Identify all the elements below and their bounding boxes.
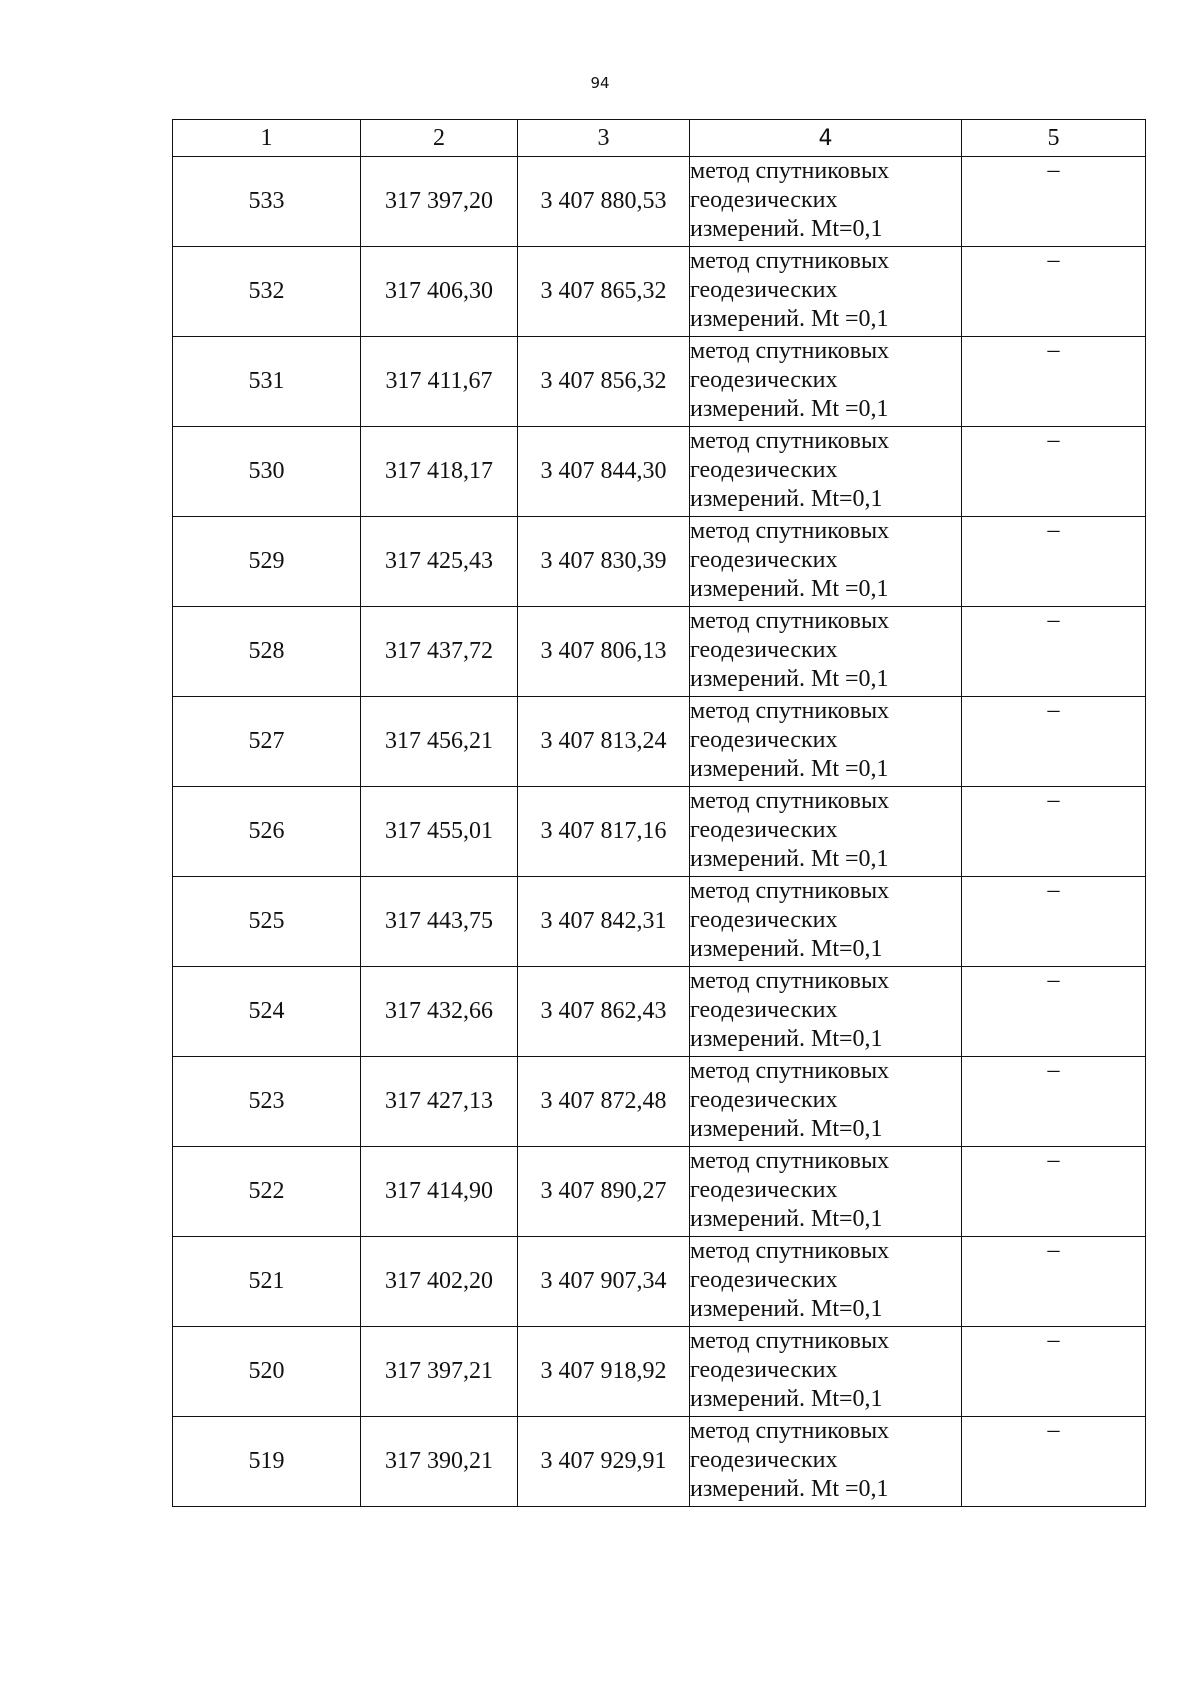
method-line-3: измерений. Mt =0,1 <box>690 666 889 692</box>
note-dash: – <box>962 877 1146 967</box>
table-row <box>173 157 1146 247</box>
method-line-2: геодезических <box>690 907 838 933</box>
note-dash: – <box>962 247 1146 337</box>
coordinate-x: 317 425,43 <box>361 517 518 607</box>
method-line-2: геодезических <box>690 1177 838 1203</box>
method-line-1: метод спутниковых <box>690 608 890 634</box>
coordinate-y: 3 407 865,32 <box>518 247 690 337</box>
method-line-3: измерений. Mt=0,1 <box>690 936 883 962</box>
coordinate-y: 3 407 817,16 <box>518 787 690 877</box>
method-line-1: метод спутниковых <box>690 1328 890 1354</box>
column-header-5: 5 <box>962 120 1146 157</box>
method-cell <box>690 247 962 337</box>
column-header-3: 3 <box>518 120 690 157</box>
method-line-3: измерений. Mt =0,1 <box>690 1476 889 1502</box>
point-number: 530 <box>173 427 361 517</box>
table-row <box>173 1237 1146 1327</box>
method-line-3: измерений. Mt=0,1 <box>690 486 883 512</box>
method-line-3: измерений. Mt=0,1 <box>690 1026 883 1052</box>
coordinate-x: 317 432,66 <box>361 967 518 1057</box>
note-dash: – <box>962 517 1146 607</box>
method-cell <box>690 427 962 517</box>
table-row <box>173 607 1146 697</box>
coordinate-x: 317 437,72 <box>361 607 518 697</box>
note-dash: – <box>962 1237 1146 1327</box>
point-number: 533 <box>173 157 361 247</box>
method-line-1: метод спутниковых <box>690 968 890 994</box>
method-line-3: измерений. Mt =0,1 <box>690 756 889 782</box>
point-number: 529 <box>173 517 361 607</box>
method-line-1: метод спутниковых <box>690 788 890 814</box>
coordinate-x: 317 411,67 <box>361 337 518 427</box>
point-number: 532 <box>173 247 361 337</box>
note-dash: – <box>962 787 1146 877</box>
coordinate-x: 317 455,01 <box>361 787 518 877</box>
coordinate-y: 3 407 929,91 <box>518 1417 690 1507</box>
coordinate-x: 317 443,75 <box>361 877 518 967</box>
method-line-2: геодезических <box>690 457 838 483</box>
note-dash: – <box>962 1327 1146 1417</box>
point-number: 525 <box>173 877 361 967</box>
method-line-2: геодезических <box>690 727 838 753</box>
table-row <box>173 1057 1146 1147</box>
method-cell <box>690 157 962 247</box>
coordinate-y: 3 407 880,53 <box>518 157 690 247</box>
point-number: 523 <box>173 1057 361 1147</box>
note-dash: – <box>962 427 1146 517</box>
method-line-2: геодезических <box>690 367 838 393</box>
coordinate-y: 3 407 844,30 <box>518 427 690 517</box>
method-cell <box>690 787 962 877</box>
coordinate-y: 3 407 872,48 <box>518 1057 690 1147</box>
method-cell <box>690 1147 962 1237</box>
method-line-3: измерений. Mt =0,1 <box>690 306 889 332</box>
method-line-3: измерений. Mt=0,1 <box>690 1206 883 1232</box>
table-row <box>173 877 1146 967</box>
table-body <box>173 157 1146 1507</box>
note-dash: – <box>962 1147 1146 1237</box>
table-row <box>173 427 1146 517</box>
column-header-2: 2 <box>361 120 518 157</box>
column-header-1: 1 <box>173 120 361 157</box>
coordinate-y: 3 407 830,39 <box>518 517 690 607</box>
method-line-1: метод спутниковых <box>690 1058 890 1084</box>
table-row <box>173 1417 1146 1507</box>
method-line-3: измерений. Mt =0,1 <box>690 846 889 872</box>
method-cell <box>690 1057 962 1147</box>
coordinate-y: 3 407 842,31 <box>518 877 690 967</box>
table-row <box>173 337 1146 427</box>
method-line-2: геодезических <box>690 1267 838 1293</box>
method-line-1: метод спутниковых <box>690 248 890 274</box>
method-line-2: геодезических <box>690 1087 838 1113</box>
method-line-3: измерений. Mt=0,1 <box>690 1386 883 1412</box>
method-line-1: метод спутниковых <box>690 698 890 724</box>
method-line-2: геодезических <box>690 1357 838 1383</box>
coordinate-x: 317 456,21 <box>361 697 518 787</box>
table-row <box>173 247 1146 337</box>
method-line-1: метод спутниковых <box>690 158 890 184</box>
method-cell <box>690 517 962 607</box>
method-line-1: метод спутниковых <box>690 518 890 544</box>
method-line-3: измерений. Mt =0,1 <box>690 396 889 422</box>
coordinate-y: 3 407 890,27 <box>518 1147 690 1237</box>
coordinate-y: 3 407 862,43 <box>518 967 690 1057</box>
method-cell <box>690 1327 962 1417</box>
coordinate-y: 3 407 856,32 <box>518 337 690 427</box>
method-cell <box>690 967 962 1057</box>
method-line-3: измерений. Mt=0,1 <box>690 216 883 242</box>
method-cell <box>690 697 962 787</box>
coordinate-x: 317 418,17 <box>361 427 518 517</box>
method-line-1: метод спутниковых <box>690 428 890 454</box>
coordinate-y: 3 407 907,34 <box>518 1237 690 1327</box>
point-number: 524 <box>173 967 361 1057</box>
coordinate-y: 3 407 813,24 <box>518 697 690 787</box>
coordinate-x: 317 406,30 <box>361 247 518 337</box>
method-line-2: геодезических <box>690 997 838 1023</box>
method-line-2: геодезических <box>690 1447 838 1473</box>
note-dash: – <box>962 157 1146 247</box>
method-line-2: геодезических <box>690 547 838 573</box>
point-number: 528 <box>173 607 361 697</box>
method-line-1: метод спутниковых <box>690 1238 890 1264</box>
coordinate-x: 317 397,20 <box>361 157 518 247</box>
coordinate-x: 317 402,20 <box>361 1237 518 1327</box>
coordinate-x: 317 414,90 <box>361 1147 518 1237</box>
point-number: 531 <box>173 337 361 427</box>
note-dash: – <box>962 697 1146 787</box>
method-cell <box>690 1237 962 1327</box>
note-dash: – <box>962 967 1146 1057</box>
method-line-3: измерений. Mt=0,1 <box>690 1116 883 1142</box>
point-number: 522 <box>173 1147 361 1237</box>
table-row <box>173 787 1146 877</box>
method-cell <box>690 337 962 427</box>
note-dash: – <box>962 337 1146 427</box>
table-header-row <box>173 120 1146 157</box>
method-line-2: геодезических <box>690 817 838 843</box>
coordinates-table <box>172 119 1146 1507</box>
coordinate-x: 317 390,21 <box>361 1417 518 1507</box>
point-number: 519 <box>173 1417 361 1507</box>
method-cell <box>690 1417 962 1507</box>
method-line-2: геодезических <box>690 637 838 663</box>
table-row <box>173 1147 1146 1237</box>
table-row <box>173 517 1146 607</box>
method-line-2: геодезических <box>690 187 838 213</box>
method-cell <box>690 877 962 967</box>
table-row <box>173 967 1146 1057</box>
point-number: 520 <box>173 1327 361 1417</box>
method-cell <box>690 607 962 697</box>
point-number: 526 <box>173 787 361 877</box>
coordinate-x: 317 427,13 <box>361 1057 518 1147</box>
point-number: 521 <box>173 1237 361 1327</box>
method-line-2: геодезических <box>690 277 838 303</box>
method-line-3: измерений. Mt =0,1 <box>690 576 889 602</box>
method-line-1: метод спутниковых <box>690 1418 890 1444</box>
point-number: 527 <box>173 697 361 787</box>
coordinate-x: 317 397,21 <box>361 1327 518 1417</box>
method-line-3: измерений. Mt=0,1 <box>690 1296 883 1322</box>
method-line-1: метод спутниковых <box>690 878 890 904</box>
method-line-1: метод спутниковых <box>690 1148 890 1174</box>
note-dash: – <box>962 1057 1146 1147</box>
column-header-4: 4 <box>690 120 962 157</box>
coordinate-y: 3 407 918,92 <box>518 1327 690 1417</box>
method-line-1: метод спутниковых <box>690 338 890 364</box>
note-dash: – <box>962 1417 1146 1507</box>
page-number: 94 <box>590 74 610 92</box>
coordinate-y: 3 407 806,13 <box>518 607 690 697</box>
table-row <box>173 697 1146 787</box>
note-dash: – <box>962 607 1146 697</box>
table-row <box>173 1327 1146 1417</box>
